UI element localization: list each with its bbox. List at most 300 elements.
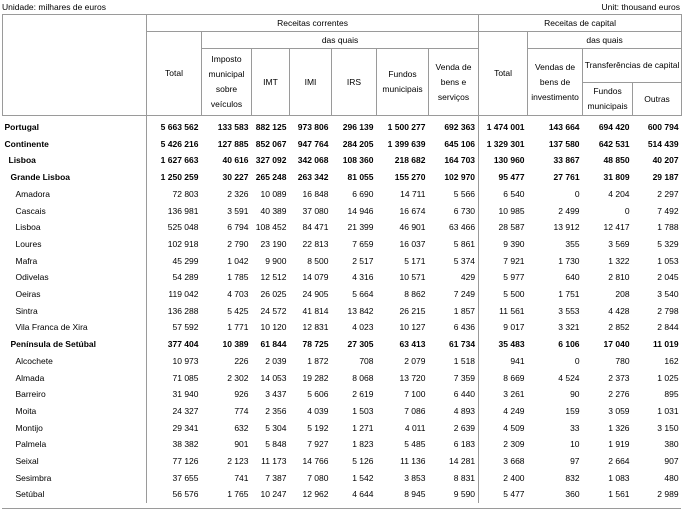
table-cell: 130 960 xyxy=(479,152,528,169)
row-label: Vila Franca de Xira xyxy=(15,322,88,333)
table-cell: 77 126 xyxy=(147,453,202,470)
table-cell: 741 xyxy=(234,472,249,483)
table-cell: 429 xyxy=(460,272,476,283)
table-cell: 2 499 xyxy=(558,205,580,216)
table-cell: 41 814 xyxy=(302,305,329,316)
table-row xyxy=(3,470,682,487)
table-cell: 1 053 xyxy=(657,255,679,266)
table-cell: 6 106 xyxy=(558,339,580,350)
table-cell: 133 583 xyxy=(217,122,249,132)
row-label: Sesimbra xyxy=(15,472,52,483)
table-cell: 3 261 xyxy=(479,386,528,403)
table-cell: 1 561 xyxy=(608,489,630,500)
header-das-quais-capital: das quais xyxy=(528,32,682,49)
table-row xyxy=(3,420,682,437)
row-label: Odivelas xyxy=(15,272,49,283)
table-cell: 143 664 xyxy=(548,122,580,132)
table-cell: 11 173 xyxy=(261,456,287,467)
table-cell: 7 100 xyxy=(404,389,426,400)
table-row xyxy=(3,219,682,236)
header-fundos-municipais: Fundos municipais xyxy=(377,49,429,116)
table-cell: 645 106 xyxy=(444,138,476,149)
table-cell: 13 842 xyxy=(347,305,374,316)
table-cell: 360 xyxy=(565,489,580,500)
table-cell: 4 249 xyxy=(479,403,528,420)
table-cell: 1 474 001 xyxy=(479,116,528,136)
table-cell: 164 703 xyxy=(444,155,476,166)
table-cell: 9 590 xyxy=(453,489,476,500)
table-cell: 3 150 xyxy=(657,422,679,433)
table-cell: 8 831 xyxy=(453,472,476,483)
table-cell: 14 946 xyxy=(347,205,374,216)
header-venda-bens-servicos: Venda de bens e serviços xyxy=(429,49,479,116)
table-cell: 2 373 xyxy=(608,372,630,383)
table-cell: 1 788 xyxy=(657,222,679,233)
table-cell: 600 794 xyxy=(647,122,679,132)
table-cell: 61 844 xyxy=(260,339,287,350)
table-cell: 45 299 xyxy=(147,253,202,270)
table-row xyxy=(3,453,682,470)
unit-label-pt: Unidade: milhares de euros xyxy=(2,2,106,12)
header-outras: Outras xyxy=(633,83,682,116)
table-cell: 10 389 xyxy=(222,339,249,350)
table-cell: 832 xyxy=(565,472,580,483)
table-cell: 6 794 xyxy=(227,222,249,233)
table-cell: 9 900 xyxy=(265,255,287,266)
header-receitas-capital: Receitas de capital xyxy=(479,15,682,32)
table-cell: 5 126 xyxy=(352,456,374,467)
row-label: Palmela xyxy=(15,439,47,450)
table-row xyxy=(3,269,682,286)
table-cell: 7 659 xyxy=(352,238,374,249)
table-cell: 17 040 xyxy=(603,339,630,350)
table-cell: 14 711 xyxy=(400,188,426,199)
table-cell: 5 329 xyxy=(657,238,679,249)
table-cell: 1 857 xyxy=(453,305,476,316)
table-cell: 48 850 xyxy=(603,155,630,166)
row-label: Continente xyxy=(4,138,49,149)
table-cell: 16 037 xyxy=(399,238,426,249)
table-cell: 7 492 xyxy=(657,205,679,216)
table-cell: 1 083 xyxy=(608,472,630,483)
row-label: Mafra xyxy=(15,255,38,266)
table-cell: 852 067 xyxy=(255,138,287,149)
header-vendas-bens-investimento: Vendas de bens de investimento xyxy=(528,49,583,116)
table-cell: 2 790 xyxy=(227,238,249,249)
table-cell: 4 509 xyxy=(479,420,528,437)
table-row xyxy=(3,370,682,387)
table-cell: 1 872 xyxy=(307,355,329,366)
table-cell: 226 xyxy=(234,355,249,366)
unit-label-en: Unit: thousand euros xyxy=(601,2,680,12)
table-cell: 10 571 xyxy=(399,272,426,283)
table-cell: 5 485 xyxy=(404,439,426,450)
table-cell: 1 271 xyxy=(352,422,374,433)
table-cell: 31 809 xyxy=(603,172,630,183)
table-cell: 19 282 xyxy=(302,372,329,383)
table-cell: 8 945 xyxy=(404,489,426,500)
table-cell: 14 281 xyxy=(449,456,476,467)
table-cell: 1 042 xyxy=(227,255,249,266)
row-label: Loures xyxy=(15,238,42,249)
table-cell: 941 xyxy=(479,353,528,370)
table-row xyxy=(3,336,682,353)
table-cell: 11 561 xyxy=(479,303,528,320)
table-cell: 33 xyxy=(570,422,580,433)
table-cell: 24 572 xyxy=(260,305,287,316)
table-cell: 4 428 xyxy=(608,305,630,316)
table-cell: 2 297 xyxy=(657,188,679,199)
table-cell: 37 080 xyxy=(302,205,329,216)
table-row xyxy=(3,236,682,253)
table-cell: 40 207 xyxy=(652,155,679,166)
table-row xyxy=(3,152,682,169)
table-cell: 0 xyxy=(624,205,630,216)
municipal-revenue-table xyxy=(2,14,682,503)
table-cell: 947 764 xyxy=(297,138,329,149)
table-cell: 11 136 xyxy=(400,456,426,467)
table-cell: 8 862 xyxy=(404,289,426,300)
header-blank-cell xyxy=(3,15,147,116)
table-cell: 155 270 xyxy=(394,172,426,183)
table-cell: 4 023 xyxy=(352,322,374,333)
table-cell: 3 553 xyxy=(558,305,580,316)
table-cell: 525 048 xyxy=(147,219,202,236)
table-cell: 10 985 xyxy=(479,203,528,220)
table-cell: 632 xyxy=(234,422,249,433)
table-cell: 2 356 xyxy=(265,405,287,416)
table-cell: 1 823 xyxy=(352,439,374,450)
table-cell: 119 042 xyxy=(147,286,202,303)
table-cell: 26 215 xyxy=(399,305,426,316)
row-label: Grande Lisboa xyxy=(10,172,71,183)
table-cell: 5 664 xyxy=(352,289,374,300)
table-cell: 10 127 xyxy=(399,322,426,333)
table-cell: 12 417 xyxy=(603,222,630,233)
unit-row xyxy=(0,0,683,14)
table-cell: 13 720 xyxy=(399,372,426,383)
table-cell: 84 471 xyxy=(302,222,329,233)
table-cell: 3 569 xyxy=(608,238,630,249)
table-cell: 1 503 xyxy=(352,405,374,416)
table-cell: 95 477 xyxy=(479,169,528,186)
table-cell: 31 940 xyxy=(147,386,202,403)
table-cell: 16 674 xyxy=(399,205,426,216)
row-label: Montijo xyxy=(15,422,43,433)
table-cell: 63 466 xyxy=(449,222,476,233)
table-cell: 4 316 xyxy=(352,272,374,283)
table-cell: 4 204 xyxy=(608,188,630,199)
table-cell: 8 068 xyxy=(352,372,374,383)
table-cell: 10 120 xyxy=(260,322,287,333)
table-cell: 1 771 xyxy=(227,322,249,333)
table-cell: 882 125 xyxy=(255,122,287,132)
table-cell: 23 190 xyxy=(260,238,287,249)
table-cell: 10 xyxy=(570,439,580,450)
table-cell: 973 806 xyxy=(297,122,329,132)
table-cell: 11 019 xyxy=(653,339,679,350)
table-cell: 35 483 xyxy=(479,336,528,353)
table-cell: 6 690 xyxy=(352,188,374,199)
table-cell: 1 031 xyxy=(657,405,679,416)
table-cell: 21 399 xyxy=(347,222,374,233)
table-cell: 4 039 xyxy=(307,405,329,416)
header-imt: IMT xyxy=(252,49,290,116)
table-cell: 30 227 xyxy=(222,172,249,183)
table-cell: 5 500 xyxy=(479,286,528,303)
table-cell: 136 288 xyxy=(147,303,202,320)
row-label: Lisboa xyxy=(15,222,41,233)
header-total-capital: Total xyxy=(479,32,528,116)
table-cell: 342 068 xyxy=(297,155,329,166)
table-cell: 2 852 xyxy=(608,322,630,333)
table-cell: 108 360 xyxy=(342,155,374,166)
table-cell: 1 025 xyxy=(657,372,679,383)
table-cell: 4 011 xyxy=(404,422,426,433)
table-row xyxy=(3,486,682,503)
table-cell: 14 053 xyxy=(260,372,287,383)
row-label: Portugal xyxy=(4,122,39,132)
table-cell: 14 079 xyxy=(302,272,329,283)
table-cell: 4 524 xyxy=(558,372,580,383)
table-cell: 2 276 xyxy=(608,389,630,400)
table-cell: 6 440 xyxy=(453,389,476,400)
table-cell: 1 919 xyxy=(608,439,630,450)
table-cell: 1 785 xyxy=(227,272,249,283)
table-cell: 692 363 xyxy=(444,122,476,132)
table-cell: 1 730 xyxy=(558,255,580,266)
table-cell: 6 730 xyxy=(453,205,476,216)
header-das-quais-correntes: das quais xyxy=(202,32,479,49)
table-cell: 12 962 xyxy=(302,489,329,500)
row-label: Península de Setúbal xyxy=(10,339,96,350)
row-label: Barreiro xyxy=(15,389,46,400)
table-cell: 57 592 xyxy=(147,319,202,336)
table-cell: 22 813 xyxy=(302,238,329,249)
table-cell: 901 xyxy=(234,439,249,450)
table-cell: 1 322 xyxy=(608,255,630,266)
table-row xyxy=(3,319,682,336)
table-cell: 5 171 xyxy=(404,255,426,266)
table-cell: 12 512 xyxy=(260,272,287,283)
table-cell: 3 540 xyxy=(657,289,679,300)
header-receitas-correntes: Receitas correntes xyxy=(147,15,479,32)
table-cell: 5 304 xyxy=(265,422,287,433)
table-cell: 46 901 xyxy=(399,222,426,233)
table-cell: 38 382 xyxy=(147,436,202,453)
table-row xyxy=(3,386,682,403)
table-cell: 1 542 xyxy=(352,472,374,483)
header-imi: IMI xyxy=(290,49,332,116)
table-cell: 0 xyxy=(574,188,580,199)
table-cell: 7 080 xyxy=(307,472,329,483)
table-cell: 6 540 xyxy=(479,186,528,203)
row-label: Oeiras xyxy=(15,289,41,300)
table-cell: 90 xyxy=(570,389,580,400)
table-cell: 218 682 xyxy=(394,155,426,166)
table-cell: 61 734 xyxy=(449,339,476,350)
table-cell: 3 591 xyxy=(227,205,249,216)
table-cell: 208 xyxy=(615,289,630,300)
table-cell: 7 086 xyxy=(404,405,426,416)
table-row xyxy=(3,203,682,220)
table-cell: 1 326 xyxy=(608,422,630,433)
table-cell: 71 085 xyxy=(147,370,202,387)
table-cell: 2 639 xyxy=(453,422,476,433)
table-cell: 5 374 xyxy=(453,255,476,266)
table-cell: 5 848 xyxy=(265,439,287,450)
table-cell: 5 566 xyxy=(453,188,476,199)
row-label: Cascais xyxy=(15,205,46,216)
header-transferencias-capital: Transferências de capital xyxy=(583,49,682,83)
table-cell: 24 327 xyxy=(147,403,202,420)
table-cell: 694 420 xyxy=(598,122,630,132)
table-cell: 1 329 301 xyxy=(479,136,528,153)
table-cell: 7 387 xyxy=(265,472,287,483)
table-cell: 1 751 xyxy=(558,289,580,300)
table-row xyxy=(3,169,682,186)
table-cell: 1 627 663 xyxy=(147,152,202,169)
table-cell: 355 xyxy=(565,238,580,249)
table-cell: 40 389 xyxy=(260,205,287,216)
header-imposto-veiculos: Imposto municipal sobre veículos xyxy=(202,49,252,116)
table-cell: 3 853 xyxy=(404,472,426,483)
table-row xyxy=(3,403,682,420)
row-label: Lisboa xyxy=(8,155,36,166)
table-cell: 708 xyxy=(359,355,374,366)
table-cell: 4 703 xyxy=(227,289,249,300)
table-cell: 2 302 xyxy=(227,372,249,383)
table-cell: 102 970 xyxy=(444,172,476,183)
table-cell: 514 439 xyxy=(647,138,679,149)
table-cell: 102 918 xyxy=(147,236,202,253)
table-cell: 72 803 xyxy=(147,186,202,203)
table-cell: 0 xyxy=(574,355,580,366)
table-cell: 13 912 xyxy=(553,222,580,233)
table-cell: 1 765 xyxy=(227,489,249,500)
table-row xyxy=(3,186,682,203)
table-header xyxy=(3,15,682,116)
table-cell: 9 017 xyxy=(479,319,528,336)
table-cell: 81 055 xyxy=(347,172,374,183)
table-cell: 1 500 277 xyxy=(387,122,426,132)
table-cell: 3 321 xyxy=(558,322,580,333)
row-label: Alcochete xyxy=(15,355,53,366)
table-cell: 2 309 xyxy=(479,436,528,453)
table-cell: 9 390 xyxy=(479,236,528,253)
table-cell: 3 059 xyxy=(608,405,630,416)
table-cell: 2 079 xyxy=(404,355,426,366)
table-cell: 1 518 xyxy=(453,355,476,366)
table-cell: 159 xyxy=(565,405,580,416)
table-cell: 327 092 xyxy=(255,155,287,166)
table-cell: 2 326 xyxy=(227,188,249,199)
table-cell: 7 249 xyxy=(453,289,476,300)
table-row xyxy=(3,136,682,153)
table-cell: 6 436 xyxy=(453,322,476,333)
table-cell: 5 606 xyxy=(307,389,329,400)
table-cell: 37 655 xyxy=(147,470,202,487)
table-cell: 1 399 639 xyxy=(387,138,426,149)
table-cell: 926 xyxy=(234,389,249,400)
table-cell: 780 xyxy=(615,355,630,366)
table-cell: 29 187 xyxy=(652,172,679,183)
table-cell: 16 848 xyxy=(302,188,329,199)
row-label: Sintra xyxy=(15,305,38,316)
table-cell: 29 341 xyxy=(147,420,202,437)
table-cell: 108 452 xyxy=(255,222,287,233)
table-cell: 136 981 xyxy=(147,203,202,220)
table-cell: 380 xyxy=(664,439,679,450)
table-cell: 5 426 216 xyxy=(147,136,202,153)
table-cell: 2 989 xyxy=(657,489,679,500)
table-cell: 40 616 xyxy=(222,155,249,166)
table-cell: 5 192 xyxy=(307,422,329,433)
table-cell: 2 400 xyxy=(479,470,528,487)
table-cell: 640 xyxy=(565,272,580,283)
table-cell: 2 045 xyxy=(657,272,679,283)
table-row xyxy=(3,303,682,320)
table-cell: 4 644 xyxy=(352,489,374,500)
table-cell: 895 xyxy=(664,389,679,400)
table-cell: 7 927 xyxy=(307,439,329,450)
table-cell: 3 437 xyxy=(265,389,287,400)
table-cell: 1 250 259 xyxy=(147,169,202,186)
table-row xyxy=(3,253,682,270)
table-row xyxy=(3,286,682,303)
table-cell: 642 531 xyxy=(598,138,630,149)
table-cell: 5 425 xyxy=(227,305,249,316)
table-cell: 5 663 562 xyxy=(147,116,202,136)
table-cell: 263 342 xyxy=(297,172,329,183)
table-cell: 265 248 xyxy=(255,172,287,183)
table-cell: 63 413 xyxy=(399,339,426,350)
table-cell: 14 766 xyxy=(302,456,329,467)
table-cell: 12 831 xyxy=(302,322,329,333)
row-label: Almada xyxy=(15,372,45,383)
table-cell: 8 669 xyxy=(479,370,528,387)
table-cell: 2 039 xyxy=(265,355,287,366)
table-cell: 26 025 xyxy=(260,289,287,300)
table-cell: 6 183 xyxy=(453,439,476,450)
table-cell: 24 905 xyxy=(302,289,329,300)
row-label: Moita xyxy=(15,405,37,416)
table-cell: 2 619 xyxy=(352,389,374,400)
table-cell: 27 305 xyxy=(347,339,374,350)
table-row xyxy=(3,353,682,370)
row-label: Setúbal xyxy=(15,489,45,500)
table-cell: 137 580 xyxy=(548,138,580,149)
table-cell: 907 xyxy=(664,456,679,467)
table-cell: 10 973 xyxy=(147,353,202,370)
table-cell: 2 123 xyxy=(227,456,249,467)
table-cell: 2 798 xyxy=(657,305,679,316)
table-cell: 377 404 xyxy=(147,336,202,353)
table-cell: 8 500 xyxy=(307,255,329,266)
table-row xyxy=(3,116,682,136)
table-cell: 54 289 xyxy=(147,269,202,286)
table-cell: 5 477 xyxy=(479,486,528,503)
table-cell: 5 861 xyxy=(453,238,476,249)
table-bottom-border xyxy=(2,508,681,509)
header-total-correntes: Total xyxy=(147,32,202,116)
table-row xyxy=(3,436,682,453)
table-cell: 4 893 xyxy=(453,405,476,416)
table-cell: 2 810 xyxy=(608,272,630,283)
table-cell: 33 867 xyxy=(553,155,580,166)
table-cell: 28 587 xyxy=(479,219,528,236)
table-cell: 56 576 xyxy=(147,486,202,503)
